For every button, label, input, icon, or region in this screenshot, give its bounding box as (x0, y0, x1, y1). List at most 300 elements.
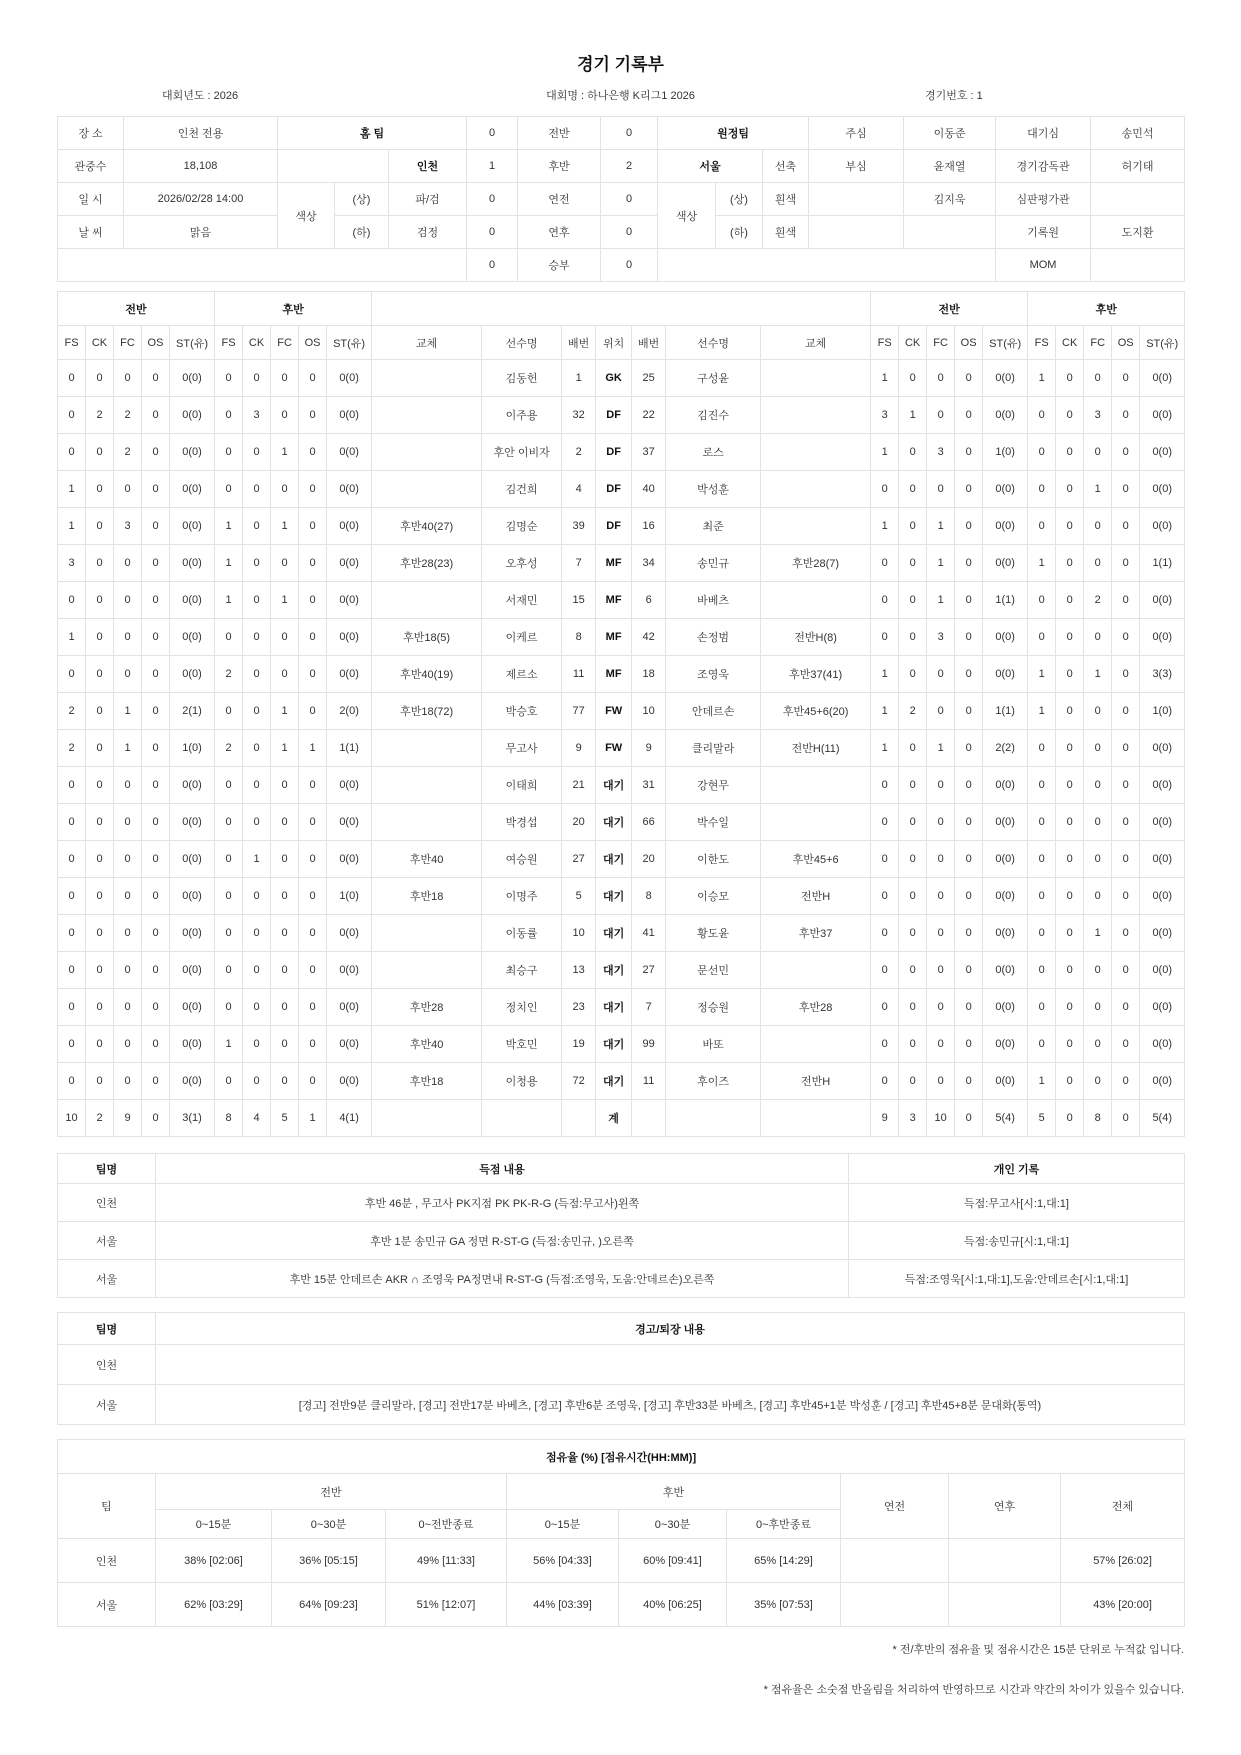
home-substitution-cell: 후반18(72) (372, 693, 482, 730)
home-player-name: 이명주 (482, 878, 562, 915)
stat-cell: 10 (58, 1100, 86, 1137)
stat-cell: 0 (243, 360, 271, 397)
stat-cell: 0 (299, 767, 327, 804)
stat-cell: 1 (58, 619, 86, 656)
stat-cell: 0 (1056, 767, 1084, 804)
empty-cell (58, 249, 467, 282)
away-substitution-cell: 후반28 (761, 989, 871, 1026)
stat-cell: 0 (955, 989, 983, 1026)
player-row (58, 878, 1185, 915)
stat-cell: 1 (58, 508, 86, 545)
stat-cell: 0(0) (983, 767, 1028, 804)
home-player-name: 서재민 (482, 582, 562, 619)
stat-cell: 0(0) (170, 915, 215, 952)
position-cell: 대기 (596, 804, 632, 841)
stat-cell: 0 (86, 582, 114, 619)
home-player-name: 이케르 (482, 619, 562, 656)
position-cell: 대기 (596, 952, 632, 989)
stat-cell: 0 (955, 841, 983, 878)
stat-cell: 0 (955, 508, 983, 545)
warning-team: 서울 (58, 1385, 156, 1425)
away-shirt-number: 25 (632, 360, 666, 397)
stat-cell: 0 (271, 841, 299, 878)
possession-sub-header: 0~15분 (507, 1510, 619, 1539)
stat-cell: 0 (215, 767, 243, 804)
stat-cell: 0 (142, 619, 170, 656)
home-player-name (482, 1100, 562, 1137)
stat-cell: 0 (899, 1026, 927, 1063)
stat-cell: 0 (1084, 434, 1112, 471)
position-cell: 대기 (596, 915, 632, 952)
player-row (58, 1026, 1185, 1063)
possession-value: 57% [26:02] (1061, 1539, 1185, 1583)
away-shirt-number: 20 (632, 841, 666, 878)
recorder-label: 기록원 (996, 216, 1091, 249)
away-substitution-cell (761, 952, 871, 989)
stat-cell: 2 (58, 693, 86, 730)
stat-cell: 0 (142, 434, 170, 471)
first-half-away-score: 0 (601, 117, 658, 150)
home-shirt-number: 27 (562, 841, 596, 878)
competition-year: 대회년도 : 2026 (162, 90, 239, 102)
away-color-bottom-value: 흰색 (763, 216, 809, 249)
away-substitution-cell: 후반45+6(20) (761, 693, 871, 730)
stat-cell: 0 (899, 767, 927, 804)
stat-cell: 0(0) (983, 989, 1028, 1026)
home-shirt-number: 13 (562, 952, 596, 989)
stat-cell: 0 (114, 841, 142, 878)
col-fc: FC (927, 326, 955, 360)
away-shirt-number: 27 (632, 952, 666, 989)
position-cell: 계 (596, 1100, 632, 1137)
stat-cell: 0 (1056, 878, 1084, 915)
player-row (58, 545, 1185, 582)
stat-cell: 0 (215, 693, 243, 730)
et1-away-score: 0 (601, 183, 658, 216)
stat-cell: 0 (86, 508, 114, 545)
stat-cell: 0 (86, 545, 114, 582)
stat-cell: 0 (927, 693, 955, 730)
goals-content-header: 득점 내용 (156, 1154, 849, 1184)
et2-label: 연후 (518, 216, 601, 249)
player-row (58, 841, 1185, 878)
stat-cell: 0 (114, 952, 142, 989)
stat-cell: 0 (1084, 693, 1112, 730)
stat-cell: 0(0) (170, 878, 215, 915)
first-half-home-score: 0 (467, 117, 518, 150)
home-substitution-cell: 후반40(19) (372, 656, 482, 693)
stat-cell: 0 (1084, 619, 1112, 656)
stat-cell: 0 (1028, 989, 1056, 1026)
possession-sub-header: 0~30분 (619, 1510, 727, 1539)
stat-cell: 1 (871, 730, 899, 767)
possession-first-half-header: 전반 (156, 1474, 507, 1510)
stat-cell: 0 (299, 360, 327, 397)
possession-sub-header: 0~30분 (272, 1510, 386, 1539)
col-ck: CK (1056, 326, 1084, 360)
stat-cell: 0 (142, 841, 170, 878)
home-substitution-cell (372, 434, 482, 471)
goal-row (58, 1184, 1185, 1222)
stat-cell: 0 (1084, 841, 1112, 878)
stat-cell: 4(1) (327, 1100, 372, 1137)
stat-cell: 0(0) (1140, 434, 1185, 471)
col-number-away: 배번 (632, 326, 666, 360)
col-os: OS (142, 326, 170, 360)
home-first-half-header: 전반 (58, 292, 215, 326)
stat-cell: 0 (58, 582, 86, 619)
away-shirt-number: 22 (632, 397, 666, 434)
stat-cell: 0 (243, 952, 271, 989)
home-substitution-cell: 후반18 (372, 878, 482, 915)
stat-cell: 1 (215, 508, 243, 545)
stat-cell: 0 (1028, 730, 1056, 767)
stat-cell: 0 (142, 1100, 170, 1137)
stat-cell: 2 (215, 656, 243, 693)
footnote-1: * 전/후반의 점유율 및 점유시간은 15분 단위로 누적값 입니다. (892, 1644, 1184, 1656)
stat-cell: 0 (1112, 952, 1140, 989)
stat-cell: 1 (871, 693, 899, 730)
stats-header-row-2 (58, 326, 1185, 360)
stat-cell: 5 (271, 1100, 299, 1137)
stat-cell: 1 (215, 545, 243, 582)
stat-cell: 0 (142, 545, 170, 582)
stat-cell: 0 (86, 915, 114, 952)
stat-cell: 0 (142, 397, 170, 434)
stat-cell: 5 (1028, 1100, 1056, 1137)
stat-cell: 0 (271, 360, 299, 397)
stat-cell: 0 (58, 915, 86, 952)
stat-cell: 0 (299, 545, 327, 582)
possession-sub-header: 0~전반종료 (386, 1510, 507, 1539)
stat-cell: 0 (142, 952, 170, 989)
stat-cell: 2 (114, 434, 142, 471)
possession-value: 51% [12:07] (386, 1583, 507, 1627)
away-substitution-cell: 후반45+6 (761, 841, 871, 878)
meta-row (57, 87, 1184, 103)
stat-cell: 0 (899, 508, 927, 545)
home-shirt-number: 11 (562, 656, 596, 693)
stat-cell: 0 (142, 508, 170, 545)
stat-cell: 0 (1056, 952, 1084, 989)
stat-cell: 8 (1084, 1100, 1112, 1137)
home-player-name: 박경섭 (482, 804, 562, 841)
kickoff-label: 선축 (763, 150, 809, 183)
stat-cell: 0 (1112, 656, 1140, 693)
stat-cell: 0 (114, 804, 142, 841)
stat-cell: 0(0) (327, 434, 372, 471)
away-player-name: 로스 (666, 434, 761, 471)
stat-cell: 0 (299, 656, 327, 693)
stat-cell: 2 (86, 1100, 114, 1137)
away-player-name: 바베츠 (666, 582, 761, 619)
home-color-top-value: 파/검 (389, 183, 467, 216)
stat-cell: 0 (58, 841, 86, 878)
stat-cell: 0 (1112, 878, 1140, 915)
home-substitution-cell (372, 915, 482, 952)
possession-table (57, 1439, 1185, 1627)
stat-cell: 0(0) (1140, 804, 1185, 841)
stat-cell: 0 (927, 952, 955, 989)
datetime-value: 2026/02/28 14:00 (124, 183, 278, 216)
stat-cell: 0 (243, 915, 271, 952)
home-shirt-number: 77 (562, 693, 596, 730)
stat-cell: 0(0) (327, 471, 372, 508)
stat-cell: 0 (299, 841, 327, 878)
stat-cell: 0 (1084, 730, 1112, 767)
stat-cell: 0 (1112, 989, 1140, 1026)
col-ck: CK (899, 326, 927, 360)
home-player-name: 이청용 (482, 1063, 562, 1100)
home-shirt-number: 15 (562, 582, 596, 619)
stat-cell: 0 (243, 656, 271, 693)
stat-cell: 0 (1084, 508, 1112, 545)
stat-cell: 0 (271, 397, 299, 434)
possession-total-header: 전체 (1061, 1474, 1185, 1539)
stat-cell: 3(1) (170, 1100, 215, 1137)
stat-cell: 1(0) (170, 730, 215, 767)
stat-cell: 1 (58, 471, 86, 508)
possession-sub-header: 0~후반종료 (727, 1510, 841, 1539)
stat-cell: 0 (955, 730, 983, 767)
stat-cell: 0 (1056, 434, 1084, 471)
stat-cell: 0 (927, 471, 955, 508)
stat-cell: 0 (142, 878, 170, 915)
stat-cell: 2 (86, 397, 114, 434)
stat-cell: 0 (1056, 915, 1084, 952)
stat-cell: 0 (142, 730, 170, 767)
assistant-referee-2-name: 김지욱 (904, 183, 996, 216)
stat-cell: 3 (58, 545, 86, 582)
stat-cell: 3 (243, 397, 271, 434)
away-substitution-cell (761, 471, 871, 508)
goal-description: 후반 46분 , 무고사 PK지점 PK PK-R-G (득점:무고사)왼쪽 (156, 1184, 849, 1222)
home-substitution-cell: 후반28(23) (372, 545, 482, 582)
stat-cell: 0 (927, 397, 955, 434)
stat-cell: 0 (1112, 730, 1140, 767)
stat-cell: 0 (899, 878, 927, 915)
stat-cell: 0 (86, 1063, 114, 1100)
stat-cell: 0 (1084, 878, 1112, 915)
empty-cell (904, 216, 996, 249)
stat-cell: 0(0) (1140, 397, 1185, 434)
stat-cell: 1(1) (1140, 545, 1185, 582)
stat-cell: 5(4) (983, 1100, 1028, 1137)
stat-cell: 0(0) (983, 656, 1028, 693)
stat-cell: 0 (927, 841, 955, 878)
player-row (58, 397, 1185, 434)
stat-cell: 0 (142, 656, 170, 693)
stat-cell: 0 (955, 656, 983, 693)
stat-cell: 0 (955, 582, 983, 619)
possession-row (58, 1583, 1185, 1627)
stat-cell: 0 (871, 767, 899, 804)
possession-et1-header: 연전 (841, 1474, 949, 1539)
stat-cell: 0 (243, 434, 271, 471)
stat-cell: 0 (1056, 619, 1084, 656)
possession-sub-header: 0~15분 (156, 1510, 272, 1539)
stat-cell: 0 (1028, 878, 1056, 915)
away-shirt-number: 8 (632, 878, 666, 915)
stat-cell: 0(0) (170, 434, 215, 471)
home-player-name: 최승구 (482, 952, 562, 989)
stat-cell: 0 (1028, 804, 1056, 841)
evaluator-label: 심판평가관 (996, 183, 1091, 216)
away-shirt-number: 37 (632, 434, 666, 471)
stat-cell: 0 (1056, 582, 1084, 619)
stat-cell: 0 (955, 767, 983, 804)
stat-cell: 1 (899, 397, 927, 434)
home-shirt-number: 10 (562, 915, 596, 952)
stat-cell: 0 (58, 434, 86, 471)
home-team-name: 인천 (389, 150, 467, 183)
warnings-table (57, 1312, 1185, 1425)
stat-cell: 0 (58, 656, 86, 693)
home-shirt-number: 5 (562, 878, 596, 915)
stat-cell: 0 (1028, 841, 1056, 878)
stat-cell: 0(0) (1140, 1026, 1185, 1063)
stat-cell: 0 (114, 989, 142, 1026)
away-substitution-cell: 전반H(11) (761, 730, 871, 767)
away-shirt-number (632, 1100, 666, 1137)
goal-team: 인천 (58, 1184, 156, 1222)
stat-cell: 0 (899, 952, 927, 989)
stat-cell: 0 (58, 1063, 86, 1100)
stat-cell: 1(0) (1140, 693, 1185, 730)
referee-label: 주심 (809, 117, 904, 150)
mom-label: MOM (996, 249, 1091, 282)
reserve-referee-label: 대기심 (996, 117, 1091, 150)
stat-cell: 0 (142, 360, 170, 397)
stat-cell: 0 (899, 1063, 927, 1100)
home-substitution-cell (372, 952, 482, 989)
stat-cell: 1 (114, 730, 142, 767)
stat-cell: 0 (1084, 360, 1112, 397)
possession-value (949, 1539, 1061, 1583)
goals-rows (58, 1184, 1185, 1298)
stat-cell: 3(3) (1140, 656, 1185, 693)
stat-cell: 0(0) (1140, 730, 1185, 767)
stat-cell: 0 (955, 1026, 983, 1063)
stat-cell: 0 (871, 878, 899, 915)
stat-cell: 0 (927, 360, 955, 397)
stat-cell: 0 (1028, 1026, 1056, 1063)
stat-cell: 0 (299, 508, 327, 545)
stat-cell: 0(0) (1140, 508, 1185, 545)
stat-cell: 0(0) (983, 545, 1028, 582)
stat-cell: 0 (927, 804, 955, 841)
stat-cell: 0 (871, 582, 899, 619)
home-shirt-number: 8 (562, 619, 596, 656)
home-second-half-header: 후반 (215, 292, 372, 326)
stat-cell: 0(0) (1140, 582, 1185, 619)
stat-cell: 1 (927, 730, 955, 767)
stat-cell: 0 (243, 989, 271, 1026)
stat-cell: 0 (243, 767, 271, 804)
home-shirt-number: 20 (562, 804, 596, 841)
home-color-bottom-value: 검정 (389, 216, 467, 249)
col-player-away: 선수명 (666, 326, 761, 360)
stat-cell: 2 (215, 730, 243, 767)
position-cell: 대기 (596, 841, 632, 878)
stat-cell: 0 (299, 952, 327, 989)
goals-team-header: 팀명 (58, 1154, 156, 1184)
stat-cell: 0 (86, 656, 114, 693)
stat-cell: 0 (243, 582, 271, 619)
col-fs: FS (1028, 326, 1056, 360)
stat-cell: 0(0) (327, 397, 372, 434)
stat-cell: 1 (1084, 915, 1112, 952)
stat-cell: 0 (114, 767, 142, 804)
home-player-name: 이주용 (482, 397, 562, 434)
goals-header-row (58, 1154, 1185, 1184)
venue-label: 장 소 (58, 117, 124, 150)
away-shirt-number: 11 (632, 1063, 666, 1100)
possession-team-header: 팀 (58, 1474, 156, 1539)
stat-cell: 0 (142, 989, 170, 1026)
stat-cell: 9 (871, 1100, 899, 1137)
col-st: ST(유) (327, 326, 372, 360)
stat-cell: 0 (114, 582, 142, 619)
position-cell: MF (596, 545, 632, 582)
possession-value: 65% [14:29] (727, 1539, 841, 1583)
stat-cell: 0 (1056, 730, 1084, 767)
stat-cell: 0 (142, 915, 170, 952)
stat-cell: 0 (215, 397, 243, 434)
stat-cell: 0(0) (983, 619, 1028, 656)
away-substitution-cell (761, 582, 871, 619)
possession-team: 서울 (58, 1583, 156, 1627)
empty-cell (658, 249, 996, 282)
stat-cell: 0 (86, 619, 114, 656)
player-row (58, 693, 1185, 730)
stat-cell: 0 (1056, 545, 1084, 582)
stat-cell: 0 (899, 360, 927, 397)
stat-cell: 0 (215, 619, 243, 656)
result-home-score: 0 (467, 249, 518, 282)
home-shirt-number: 39 (562, 508, 596, 545)
stats-header-row-1 (58, 292, 1185, 326)
possession-value: 64% [09:23] (272, 1583, 386, 1627)
possession-title-row (58, 1440, 1185, 1474)
stat-cell: 0(0) (1140, 360, 1185, 397)
stat-cell: 0 (1056, 508, 1084, 545)
col-os: OS (955, 326, 983, 360)
home-player-name: 박호민 (482, 1026, 562, 1063)
stat-cell: 0(0) (983, 1063, 1028, 1100)
home-substitution-cell (372, 804, 482, 841)
stat-cell: 1 (1084, 471, 1112, 508)
position-cell: 대기 (596, 878, 632, 915)
stat-cell: 0 (899, 619, 927, 656)
stat-cell: 0 (1084, 545, 1112, 582)
stat-cell: 0 (1112, 434, 1140, 471)
goal-row (58, 1222, 1185, 1260)
possession-second-half-header: 후반 (507, 1474, 841, 1510)
home-player-name: 여승원 (482, 841, 562, 878)
home-substitution-cell (372, 1100, 482, 1137)
stat-cell: 0 (1084, 804, 1112, 841)
col-st: ST(유) (983, 326, 1028, 360)
referee-name: 이동준 (904, 117, 996, 150)
away-substitution-cell: 전반H(8) (761, 619, 871, 656)
stat-cell: 0 (1112, 1026, 1140, 1063)
home-substitution-cell: 후반28 (372, 989, 482, 1026)
stat-cell: 0 (114, 471, 142, 508)
col-fs: FS (215, 326, 243, 360)
stat-cell: 0(0) (170, 545, 215, 582)
away-substitution-cell: 전반H (761, 878, 871, 915)
